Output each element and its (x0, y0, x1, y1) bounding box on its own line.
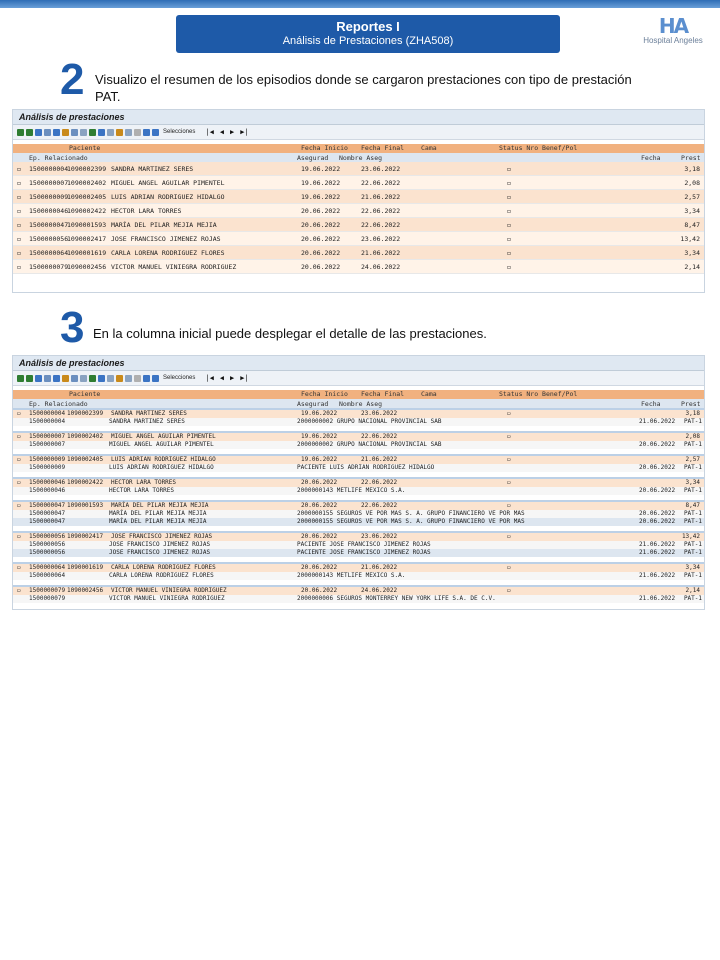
amount: 3,34 (685, 479, 700, 486)
status-icon: ▭ (507, 564, 511, 571)
episode-id: 1500000046 (29, 207, 69, 215)
amount: 13,42 (681, 533, 700, 540)
group-header-row[interactable] (13, 479, 704, 487)
prev-page-icon[interactable]: ◀ (219, 128, 225, 136)
col-status: Status Nro Benef/Pol (499, 144, 578, 152)
fecha-inicio: 20.06.2022 (301, 502, 338, 509)
episode-group (13, 408, 704, 431)
col-fecha-inicio: Fecha Inicio (301, 390, 348, 398)
detail-aseguradora: PACIENTE JOSE FRANCISCO JIMENEZ ROJAS (297, 549, 431, 556)
col-nombre-aseg: Nombre Aseg (339, 154, 383, 162)
detail-row[interactable] (13, 541, 704, 549)
col-cama: Cama (421, 144, 437, 152)
fecha-inicio: 19.06.2022 (301, 433, 338, 440)
group-header-row[interactable] (13, 587, 704, 595)
patient-name: VICTOR MANUEL VINIEGRA RODRIGUEZ (111, 587, 227, 594)
toolbar-icon-9[interactable] (89, 375, 96, 382)
detail-patient-name: JOSE FRANCISCO JIMENEZ ROJAS (109, 549, 211, 556)
episode-id: 1500000004 (29, 410, 66, 417)
patient-name: VICTOR MANUEL VINIEGRA RODRIGUEZ (111, 263, 237, 271)
table-row[interactable] (13, 190, 704, 204)
detail-fecha: 21.06.2022 (639, 541, 676, 548)
detail-aseguradora: 2000000155 SEGUROS VE POR MAS S. A. GRUPO FINANCIERO VE POR MAS (297, 518, 525, 525)
amount: 2,08 (685, 433, 700, 440)
episode-id: 1500000046 (29, 479, 66, 486)
col-asegurad: Asegurad (297, 400, 329, 408)
fecha-inicio: 20.06.2022 (301, 263, 341, 271)
col-nombre-aseg: Nombre Aseg (339, 400, 383, 408)
detail-prest: PAT-1 (683, 518, 702, 525)
panel-title: Análisis de prestaciones (13, 356, 704, 371)
status-icon: ▭ (507, 587, 511, 594)
detail-fecha: 21.06.2022 (639, 549, 676, 556)
step-3-text: En la columna inicial puede desplegar el detalle de las prestaciones. (93, 326, 487, 341)
table-header (13, 390, 704, 408)
expand-folder-icon[interactable]: ▭ (17, 479, 21, 486)
fecha-final: 22.06.2022 (361, 179, 401, 187)
folder-icon[interactable]: ▭ (17, 179, 21, 187)
episode-id: 1500000079 (29, 263, 69, 271)
toolbar-icon-6[interactable] (62, 375, 69, 382)
status-icon: ▭ (507, 193, 511, 201)
fecha-inicio: 20.06.2022 (301, 207, 341, 215)
fecha-inicio: 20.06.2022 (301, 587, 338, 594)
patient-name: HECTOR LARA TORRES (111, 207, 182, 215)
fecha-final: 23.06.2022 (361, 410, 398, 417)
first-page-icon[interactable]: |◀ (205, 374, 214, 382)
fecha-final: 22.06.2022 (361, 479, 398, 486)
patient-name: SANDRA MARTINEZ SERES (111, 410, 187, 417)
episode-id: 1500000064 (29, 249, 69, 257)
patient-name: HECTOR LARA TORRES (111, 479, 177, 486)
detail-patient-name: VICTOR MANUEL VINIEGRA RODRIGUEZ (109, 595, 225, 602)
detail-episode-id: 1500000079 (29, 595, 66, 602)
amount: 2,14 (684, 263, 700, 271)
fecha-final: 24.06.2022 (361, 587, 398, 594)
detail-fecha: 21.06.2022 (639, 572, 676, 579)
fecha-inicio: 20.06.2022 (301, 564, 338, 571)
fecha-final: 24.06.2022 (361, 263, 401, 271)
patient-name: MARÍA DEL PILAR MEJIA MEJIA (111, 502, 209, 509)
status-icon: ▭ (507, 179, 511, 187)
toolbar-icon-10[interactable] (98, 375, 105, 382)
next-page-icon[interactable]: ▶ (230, 374, 235, 382)
patient-name: LUIS ADRIAN RODRIGUEZ HIDALGO (111, 193, 225, 201)
patient-name: JOSE FRANCISCO JIMENEZ ROJAS (111, 235, 221, 243)
patient-name: JOSE FRANCISCO JIMENEZ ROJAS (111, 533, 213, 540)
detail-aseguradora: PACIENTE JOSE FRANCISCO JIMENEZ ROJAS (297, 541, 431, 548)
detail-prest: PAT-1 (683, 510, 702, 517)
detail-episode-id: 1500000056 (29, 549, 66, 556)
detail-row[interactable] (13, 464, 704, 472)
patient-name: MIGUEL ANGEL AGUILAR PIMENTEL (111, 179, 225, 187)
table-row[interactable] (13, 204, 704, 218)
toolbar-icon-2[interactable] (26, 375, 33, 382)
selecciones-button[interactable]: Selecciones (163, 375, 196, 381)
table-row[interactable] (13, 232, 704, 246)
prev-page-icon[interactable]: ◀ (219, 374, 225, 382)
col-fecha-final: Fecha Final (361, 144, 405, 152)
detail-episode-id: 1500000047 (29, 518, 66, 525)
group-header-row[interactable] (13, 564, 704, 572)
expand-folder-icon[interactable]: ▭ (17, 587, 21, 594)
amount: 8,47 (685, 502, 700, 509)
amount: 2,14 (685, 587, 700, 594)
detail-patient-name: MARÍA DEL PILAR MEJIA MEJIA (109, 518, 207, 525)
toolbar-icon-12[interactable] (116, 375, 123, 382)
toolbar-icon-15[interactable] (143, 129, 150, 136)
detail-episode-id: 1500000056 (29, 541, 66, 548)
status-icon: ▭ (507, 533, 511, 540)
detail-episode-id: 1500000007 (29, 441, 66, 448)
col-fecha: Fecha (641, 400, 661, 408)
toolbar-icon-12[interactable] (116, 129, 123, 136)
folder-icon[interactable]: ▭ (17, 165, 21, 173)
col-status: Status Nro Benef/Pol (499, 390, 578, 398)
status-icon: ▭ (507, 207, 511, 215)
fecha-final: 21.06.2022 (361, 564, 398, 571)
last-page-icon[interactable]: ▶| (240, 374, 249, 382)
fecha-inicio: 20.06.2022 (301, 249, 341, 257)
amount: 3,34 (685, 564, 700, 571)
episode-group (13, 500, 704, 531)
logo-name: Hospital Angeles (643, 36, 703, 45)
patient-name: MIGUEL ANGEL AGUILAR PIMENTEL (111, 433, 216, 440)
folder-icon[interactable]: ▭ (17, 207, 21, 215)
episode-id: 1500000056 (29, 235, 69, 243)
patient-id: 1090002402 (67, 179, 107, 187)
patient-id: 1090002456 (67, 587, 104, 594)
detail-fecha: 20.06.2022 (639, 464, 676, 471)
detail-fecha: 20.06.2022 (639, 487, 676, 494)
amount: 13,42 (680, 235, 700, 243)
episode-id: 1500000007 (29, 179, 69, 187)
analysis-panel-summary (12, 109, 705, 293)
patient-id: 1090002399 (67, 410, 104, 417)
expand-folder-icon[interactable]: ▭ (17, 533, 21, 540)
toolbar-icon-3[interactable] (35, 129, 42, 136)
episode-group (13, 531, 704, 562)
fecha-final: 22.06.2022 (361, 207, 401, 215)
group-header-row[interactable] (13, 456, 704, 464)
patient-id: 1090002422 (67, 207, 107, 215)
toolbar-icon-16[interactable] (152, 129, 159, 136)
episode-group (13, 431, 704, 454)
detail-aseguradora: 2000000002 GRUPO NACIONAL PROVINCIAL SAB (297, 418, 442, 425)
detail-prest: PAT-1 (683, 541, 702, 548)
detail-fecha: 20.06.2022 (639, 510, 676, 517)
toolbar-icon-11[interactable] (107, 375, 114, 382)
fecha-inicio: 20.06.2022 (301, 221, 341, 229)
col-ep: Ep. Relacionado (29, 400, 88, 408)
group-rows (13, 408, 704, 608)
step-2-text: Visualizo el resumen de los episodios donde se cargaron prestaciones con tipo de prestación PAT. (95, 72, 632, 104)
episode-id: 1500000004 (29, 165, 69, 173)
episode-id: 1500000047 (29, 502, 66, 509)
folder-icon[interactable]: ▭ (17, 221, 21, 229)
episode-id: 1500000079 (29, 587, 66, 594)
detail-prest: PAT-1 (683, 418, 702, 425)
detail-aseguradora: 2000000143 METLIFE MEXICO S.A. (297, 487, 406, 494)
fecha-final: 22.06.2022 (361, 433, 398, 440)
detail-row[interactable] (13, 441, 704, 449)
detail-episode-id: 1500000064 (29, 572, 66, 579)
detail-prest: PAT-1 (683, 464, 702, 471)
detail-prest: PAT-1 (683, 549, 702, 556)
patient-id: 1090002402 (67, 433, 104, 440)
col-ep: Ep. Relacionado (29, 154, 88, 162)
amount: 3,18 (684, 165, 700, 173)
patient-name: MARÍA DEL PILAR MEJIA MEJIA (111, 221, 217, 229)
next-page-icon[interactable]: ▶ (230, 128, 235, 136)
detail-row[interactable] (13, 572, 704, 580)
fecha-inicio: 20.06.2022 (301, 479, 338, 486)
patient-name: CARLA LORENA RODRIGUEZ FLORES (111, 564, 216, 571)
detail-aseguradora: PACIENTE LUIS ADRIAN RODRIGUEZ HIDALGO (297, 464, 435, 471)
patient-id: 1090002422 (67, 479, 104, 486)
group-spacer (13, 603, 704, 608)
amount: 2,57 (684, 193, 700, 201)
detail-patient-name: MIGUEL ANGEL AGUILAR PIMENTEL (109, 441, 214, 448)
fecha-inicio: 20.06.2022 (301, 533, 338, 540)
episode-group (13, 585, 704, 608)
toolbar-icon-4[interactable] (44, 129, 51, 136)
col-prest: Prest (681, 154, 701, 162)
detail-prest: PAT-1 (683, 441, 702, 448)
amount: 2,57 (685, 456, 700, 463)
toolbar-icon-13[interactable] (125, 375, 132, 382)
table-row[interactable] (13, 162, 704, 176)
episode-group (13, 562, 704, 585)
detail-aseguradora: 2000000002 GRUPO NACIONAL PROVINCIAL SAB (297, 441, 442, 448)
status-icon: ▭ (507, 502, 511, 509)
fecha-inicio: 19.06.2022 (301, 165, 341, 173)
detail-patient-name: LUIS ADRIAN RODRIGUEZ HIDALGO (109, 464, 214, 471)
toolbar-icon-4[interactable] (44, 375, 51, 382)
amount: 3,34 (684, 207, 700, 215)
detail-patient-name: MARÍA DEL PILAR MEJIA MEJIA (109, 510, 207, 517)
table-row[interactable] (13, 246, 704, 260)
table-row[interactable] (13, 260, 704, 274)
group-header-row[interactable] (13, 502, 704, 510)
episode-id: 1500000009 (29, 193, 69, 201)
toolbar-icon-14[interactable] (134, 375, 141, 382)
fecha-final: 23.06.2022 (361, 235, 401, 243)
episode-id: 1500000056 (29, 533, 66, 540)
amount: 3,18 (685, 410, 700, 417)
report-title-box (176, 15, 560, 53)
status-icon: ▭ (507, 479, 511, 486)
status-icon: ▭ (507, 249, 511, 257)
toolbar-icon-10[interactable] (98, 129, 105, 136)
episode-group (13, 477, 704, 500)
folder-icon[interactable]: ▭ (17, 249, 21, 257)
toolbar-icon-7[interactable] (71, 375, 78, 382)
selecciones-button[interactable]: Selecciones (163, 129, 196, 135)
detail-fecha: 20.06.2022 (639, 518, 676, 525)
detail-episode-id: 1500000009 (29, 464, 66, 471)
status-icon: ▭ (507, 165, 511, 173)
detail-episode-id: 1500000047 (29, 510, 66, 517)
last-page-icon[interactable]: ▶| (240, 128, 249, 136)
fecha-inicio: 19.06.2022 (301, 179, 341, 187)
report-subtitle: Análisis de Prestaciones (ZHA508) (282, 35, 454, 47)
detail-patient-name: HECTOR LARA TORRES (109, 487, 175, 494)
detail-aseguradora: 2000000155 SEGUROS VE POR MAS S. A. GRUPO FINANCIERO VE POR MAS (297, 510, 525, 517)
toolbar-icon-5[interactable] (53, 129, 60, 136)
patient-name: LUIS ADRIAN RODRIGUEZ HIDALGO (111, 456, 216, 463)
patient-id: 1090002399 (67, 165, 107, 173)
group-header-row[interactable] (13, 433, 704, 441)
detail-patient-name: SANDRA MARTINEZ SERES (109, 418, 185, 425)
analysis-panel-detail (12, 355, 705, 610)
fecha-inicio: 19.06.2022 (301, 456, 338, 463)
fecha-inicio: 19.06.2022 (301, 410, 338, 417)
status-icon: ▭ (507, 410, 511, 417)
folder-icon[interactable]: ▭ (17, 235, 21, 243)
amount: 3,34 (684, 249, 700, 257)
detail-patient-name: JOSE FRANCISCO JIMENEZ ROJAS (109, 541, 211, 548)
detail-episode-id: 1500000004 (29, 418, 66, 425)
amount: 2,08 (684, 179, 700, 187)
fecha-final: 21.06.2022 (361, 193, 401, 201)
toolbar-icon-14[interactable] (134, 129, 141, 136)
toolbar-icon-5[interactable] (53, 375, 60, 382)
col-fecha-inicio: Fecha Inicio (301, 144, 348, 152)
folder-icon[interactable]: ▭ (17, 263, 21, 271)
fecha-inicio: 20.06.2022 (301, 235, 341, 243)
patient-id: 1090002417 (67, 533, 104, 540)
patient-id: 1090001593 (67, 221, 107, 229)
patient-id: 1090001619 (67, 249, 107, 257)
status-icon: ▭ (507, 221, 511, 229)
patient-id: 1090002417 (67, 235, 107, 243)
panel-title: Análisis de prestaciones (13, 110, 704, 125)
col-paciente: Paciente (69, 390, 101, 398)
patient-name: SANDRA MARTINEZ SERES (111, 165, 194, 173)
detail-prest: PAT-1 (683, 595, 702, 602)
detail-prest: PAT-1 (683, 487, 702, 494)
folder-icon[interactable]: ▭ (17, 193, 21, 201)
toolbar-icon-8[interactable] (80, 375, 87, 382)
toolbar-icon-15[interactable] (143, 375, 150, 382)
patient-id: 1090002405 (67, 456, 104, 463)
toolbar-icon-8[interactable] (80, 129, 87, 136)
fecha-final: 22.06.2022 (361, 502, 398, 509)
detail-aseguradora: 2000000006 SEGUROS MONTERREY NEW YORK LIFE S.A. DE C.V. (297, 595, 496, 602)
col-fecha-final: Fecha Final (361, 390, 405, 398)
status-icon: ▭ (507, 235, 511, 243)
episode-id: 1500000007 (29, 433, 66, 440)
toolbar-icon-6[interactable] (62, 129, 69, 136)
toolbar-icon-11[interactable] (107, 129, 114, 136)
detail-row[interactable] (13, 510, 704, 518)
episode-id: 1500000047 (29, 221, 69, 229)
patient-id: 1090001619 (67, 564, 104, 571)
patient-id: 1090001593 (67, 502, 104, 509)
toolbar-icon-2[interactable] (26, 129, 33, 136)
expand-folder-icon[interactable]: ▭ (17, 410, 21, 417)
episode-id: 1500000064 (29, 564, 66, 571)
hospital-logo (638, 16, 708, 52)
toolbar-icon-16[interactable] (152, 375, 159, 382)
fecha-final: 22.06.2022 (361, 221, 401, 229)
detail-row[interactable] (13, 518, 704, 526)
detail-fecha: 21.06.2022 (639, 418, 676, 425)
toolbar-icon-13[interactable] (125, 129, 132, 136)
top-accent-bar (0, 0, 720, 8)
expand-folder-icon[interactable]: ▭ (17, 564, 21, 571)
first-page-icon[interactable]: |◀ (205, 128, 214, 136)
col-fecha: Fecha (641, 154, 661, 162)
col-prest: Prest (681, 400, 701, 408)
detail-row[interactable] (13, 549, 704, 557)
panel-toolbar (13, 371, 704, 386)
report-title: Reportes I (336, 19, 400, 34)
table-row[interactable] (13, 218, 704, 232)
status-icon: ▭ (507, 263, 511, 271)
toolbar-icon-7[interactable] (71, 129, 78, 136)
episode-group (13, 454, 704, 477)
col-asegurad: Asegurad (297, 154, 329, 162)
toolbar-icon-1[interactable] (17, 129, 24, 136)
fecha-final: 23.06.2022 (361, 165, 401, 173)
step-3-number: 3 (60, 303, 85, 352)
detail-fecha: 21.06.2022 (639, 595, 676, 602)
toolbar-icon-3[interactable] (35, 375, 42, 382)
detail-patient-name: CARLA LORENA RODRIGUEZ FLORES (109, 572, 214, 579)
table-row[interactable] (13, 176, 704, 190)
patient-id: 1090002405 (67, 193, 107, 201)
amount: 8,47 (684, 221, 700, 229)
group-header-row[interactable] (13, 533, 704, 541)
step-2-number: 2 (60, 55, 85, 104)
fecha-final: 23.06.2022 (361, 533, 398, 540)
group-header-row[interactable] (13, 410, 704, 418)
status-icon: ▭ (507, 433, 511, 440)
table-header (13, 144, 704, 162)
col-paciente: Paciente (69, 144, 101, 152)
fecha-inicio: 19.06.2022 (301, 193, 341, 201)
panel-toolbar (13, 125, 704, 140)
detail-fecha: 20.06.2022 (639, 441, 676, 448)
fecha-final: 21.06.2022 (361, 249, 401, 257)
expand-folder-icon[interactable]: ▭ (17, 433, 21, 440)
detail-row[interactable] (13, 487, 704, 495)
summary-rows (13, 162, 704, 274)
expand-folder-icon[interactable]: ▭ (17, 456, 21, 463)
fecha-final: 21.06.2022 (361, 456, 398, 463)
episode-id: 1500000009 (29, 456, 66, 463)
detail-episode-id: 1500000046 (29, 487, 66, 494)
detail-prest: PAT-1 (683, 572, 702, 579)
patient-name: CARLA LORENA RODRIGUEZ FLORES (111, 249, 225, 257)
detail-aseguradora: 2000000143 METLIFE MEXICO S.A. (297, 572, 406, 579)
status-icon: ▭ (507, 456, 511, 463)
detail-row[interactable] (13, 418, 704, 426)
toolbar-icon-1[interactable] (17, 375, 24, 382)
logo-mark-icon: HA (658, 14, 688, 38)
patient-id: 1090002456 (67, 263, 107, 271)
expand-folder-icon[interactable]: ▭ (17, 502, 21, 509)
detail-row[interactable] (13, 595, 704, 603)
col-cama: Cama (421, 390, 437, 398)
toolbar-icon-9[interactable] (89, 129, 96, 136)
